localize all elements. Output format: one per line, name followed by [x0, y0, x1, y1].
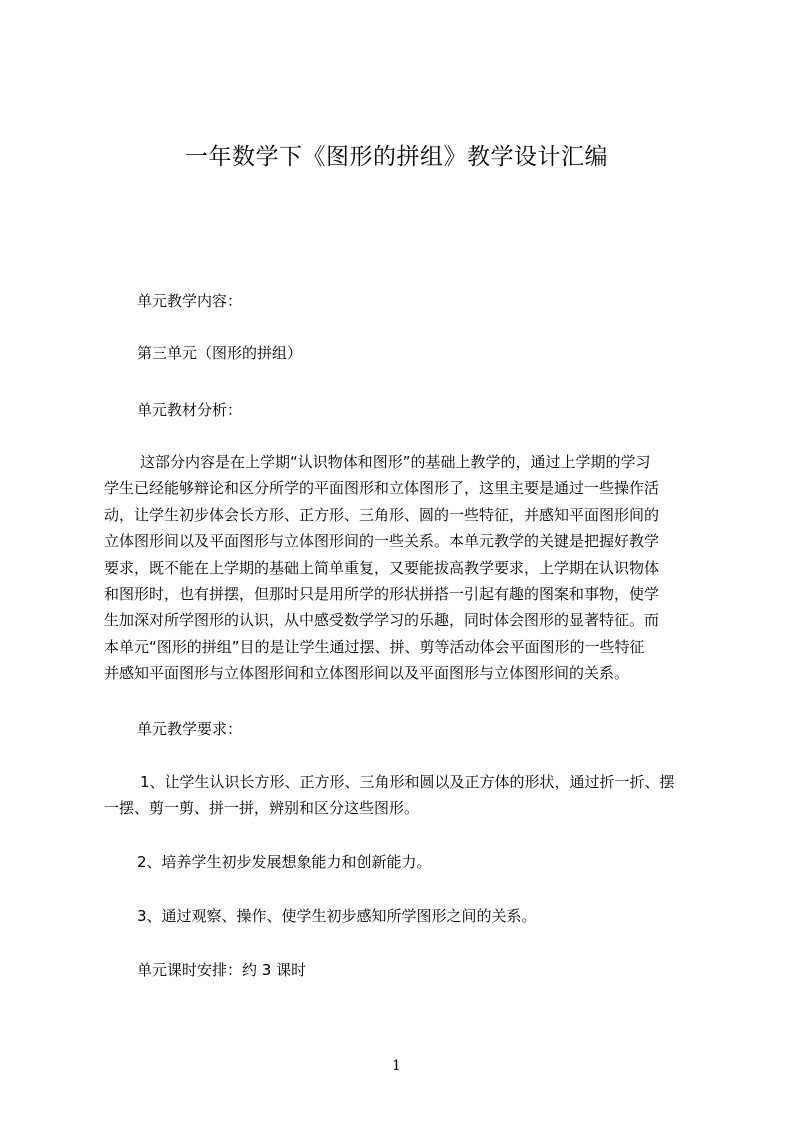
analysis-line: 学生已经能够辩论和区分所学的平面图形和立体图形了，这里主要是通过一些操作活: [104, 479, 660, 497]
requirement-line: 一摆、剪一剪、拼一拼，辨别和区分这些图形。: [104, 799, 420, 817]
analysis-heading: 单元教材分析：: [137, 401, 243, 419]
requirement-item: 3、通过观察、操作、使学生初步感知所学图形之间的关系。: [137, 907, 537, 925]
requirements-heading: 单元教学要求：: [137, 720, 243, 738]
unit-name: 第三单元（图形的拼组）: [137, 344, 303, 362]
analysis-line: 本单元“图形的拼组”目的是让学生通过摆、拼、剪等活动体会平面图形的一些特征: [104, 638, 645, 656]
analysis-line: 生加深对所学图形的认识，从中感受数学学习的乐趣，同时体会图形的显著特征。而: [104, 611, 660, 629]
analysis-line: 要求，既不能在上学期的基础上简单重复，又要能拔高教学要求，上学期在认识物体: [104, 559, 660, 577]
requirement-item: 2、培养学生初步发展想象能力和创新能力。: [137, 853, 432, 871]
analysis-line: 和图形时，也有拼摆，但那时只是用所学的形状拼搭一引起有趣的图案和事物，使学: [104, 585, 660, 603]
analysis-line: 动，让学生初步体会长方形、正方形、三角形、圆的一些特征，并感知平面图形间的: [104, 506, 660, 524]
requirement-line: 1、让学生认识长方形、正方形、三角形和圆以及正方体的形状，通过折一折、摆: [140, 773, 675, 791]
schedule: 单元课时安排：约 3 课时: [137, 961, 307, 979]
analysis-line: 并感知平面图形与立体图形间和立体图形间以及平面图形与立体图形间的关系。: [104, 664, 630, 682]
page-number: 1: [392, 1058, 401, 1074]
analysis-line: 立体图形间以及平面图形与立体图形间的一些关系。本单元教学的关键是把握好教学: [104, 532, 660, 550]
document-title: 一年数学下《图形的拼组》教学设计汇编: [185, 144, 608, 170]
unit-content-heading: 单元教学内容：: [137, 292, 243, 310]
analysis-line: 这部分内容是在上学期“认识物体和图形”的基础上教学的，通过上学期的学习: [140, 453, 651, 471]
